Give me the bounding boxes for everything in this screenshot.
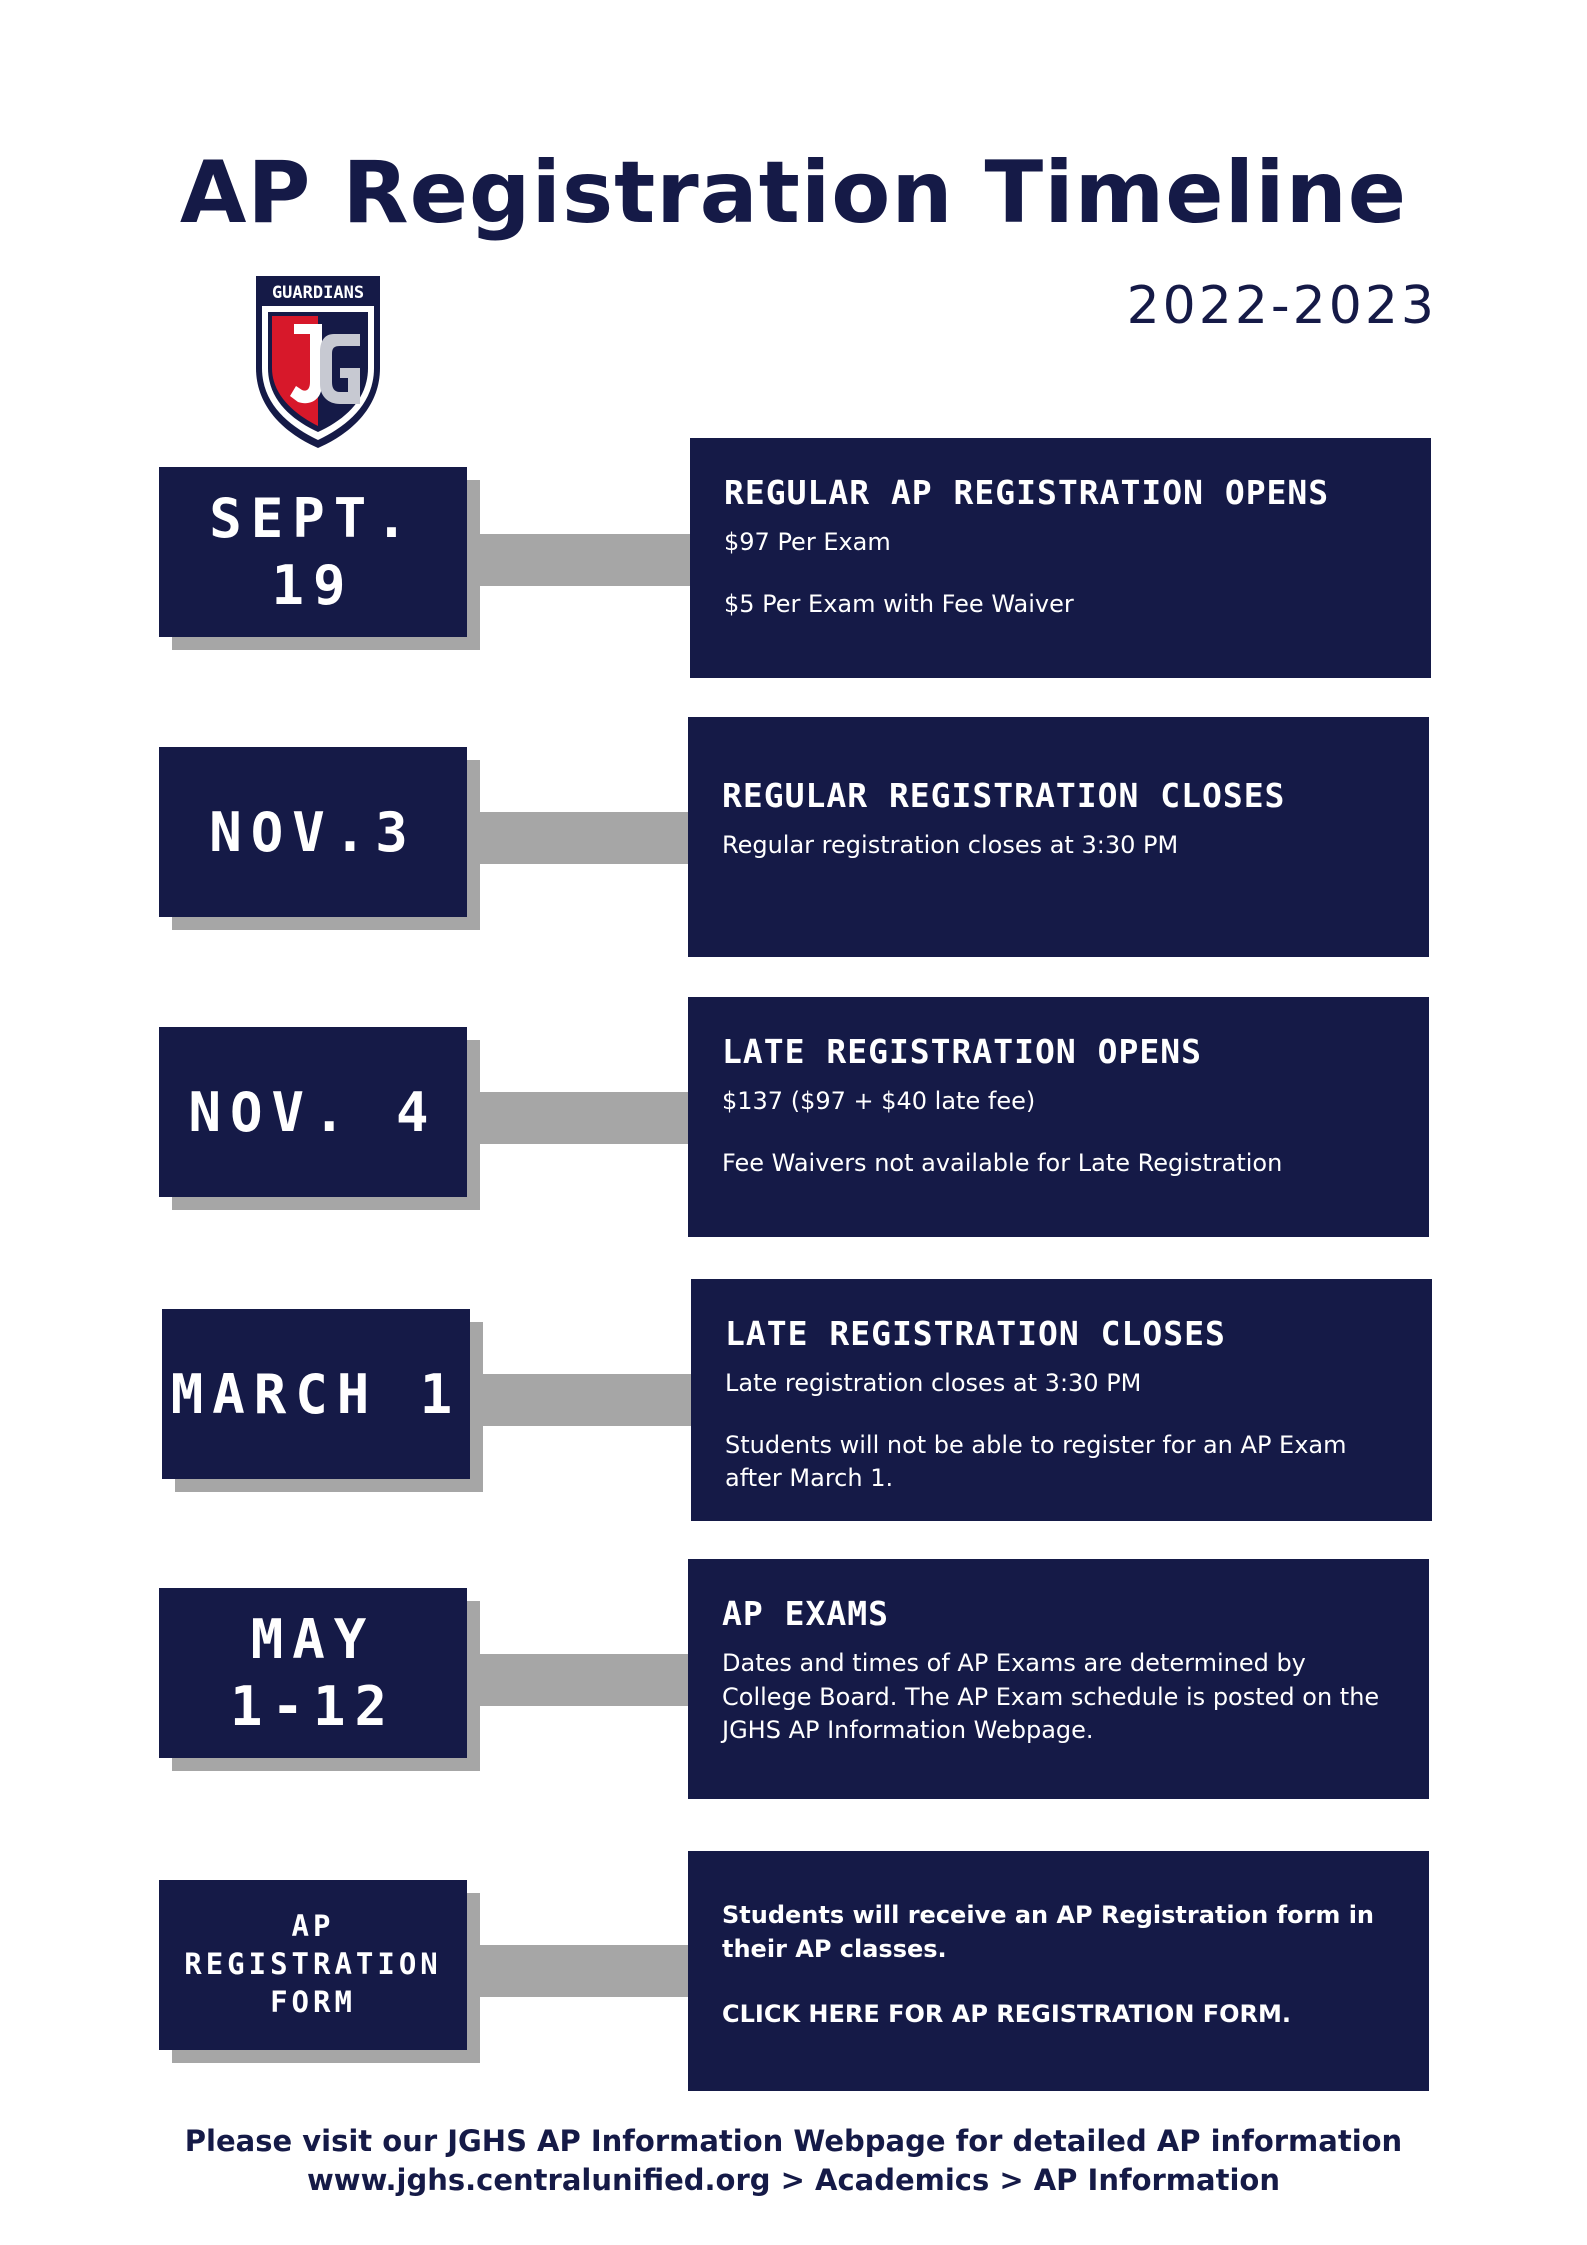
info-heading: LATE REGISTRATION CLOSES xyxy=(725,1314,1226,1353)
info-card xyxy=(690,438,1431,678)
info-text: Regular registration closes at 3:30 PM xyxy=(722,830,1179,859)
timeline-connector xyxy=(470,1654,690,1706)
timeline-connector xyxy=(470,1945,690,1997)
logo-text: GUARDIANS xyxy=(271,283,365,303)
timeline-connector xyxy=(470,812,690,864)
date-badge: SEPT. 19 xyxy=(159,467,467,637)
timeline-connector xyxy=(470,1092,690,1144)
registration-form-link-wrapper xyxy=(722,1998,1395,2032)
info-card xyxy=(688,1559,1429,1799)
info-text: Fee Waivers not available for Late Registration xyxy=(722,1148,1283,1177)
info-text: Dates and times of AP Exams are determined by College Board. The AP Exam schedule is posted on the JGHS AP Information Webpage. xyxy=(722,1648,1380,1745)
school-year: 2022-2023 xyxy=(1126,276,1437,336)
page-title: AP Registration Timeline xyxy=(179,143,1408,243)
info-heading: LATE REGISTRATION OPENS xyxy=(722,1032,1202,1071)
date-badge: NOV.3 xyxy=(159,747,467,917)
timeline-connector xyxy=(470,534,690,586)
date-badge: MAY 1-12 xyxy=(159,1588,467,1758)
info-text: $97 Per Exam xyxy=(724,527,891,556)
info-heading: AP EXAMS xyxy=(722,1594,889,1633)
timeline-connector xyxy=(473,1374,691,1426)
info-card xyxy=(688,1851,1429,2091)
date-badge: NOV. 4 xyxy=(159,1027,467,1197)
registration-form-badge: AP REGISTRATION FORM xyxy=(159,1880,467,2050)
guardians-jg-shield-icon xyxy=(250,272,386,452)
date-badge: MARCH 1 xyxy=(162,1309,470,1479)
registration-form-link[interactable]: CLICK HERE FOR AP REGISTRATION FORM. xyxy=(722,2000,1292,2029)
info-heading: REGULAR REGISTRATION CLOSES xyxy=(722,776,1286,815)
info-heading: REGULAR AP REGISTRATION OPENS xyxy=(724,473,1330,512)
info-text: Students will receive an AP Registration form in their AP classes. xyxy=(722,1901,1375,1963)
footer-note: Please visit our JGHS AP Information Webpage for detailed AP information xyxy=(184,2124,1403,2158)
footer-url[interactable]: www.jghs.centralunified.org > Academics > AP Information xyxy=(307,2163,1280,2197)
info-card xyxy=(688,717,1429,957)
info-text: $5 Per Exam with Fee Waiver xyxy=(724,589,1074,618)
info-card xyxy=(691,1279,1432,1521)
info-card xyxy=(688,997,1429,1237)
info-text: Students will not be able to register for an AP Exam after March 1. xyxy=(725,1430,1347,1493)
info-text: Late registration closes at 3:30 PM xyxy=(725,1368,1142,1397)
info-text: $137 ($97 + $40 late fee) xyxy=(722,1086,1036,1115)
